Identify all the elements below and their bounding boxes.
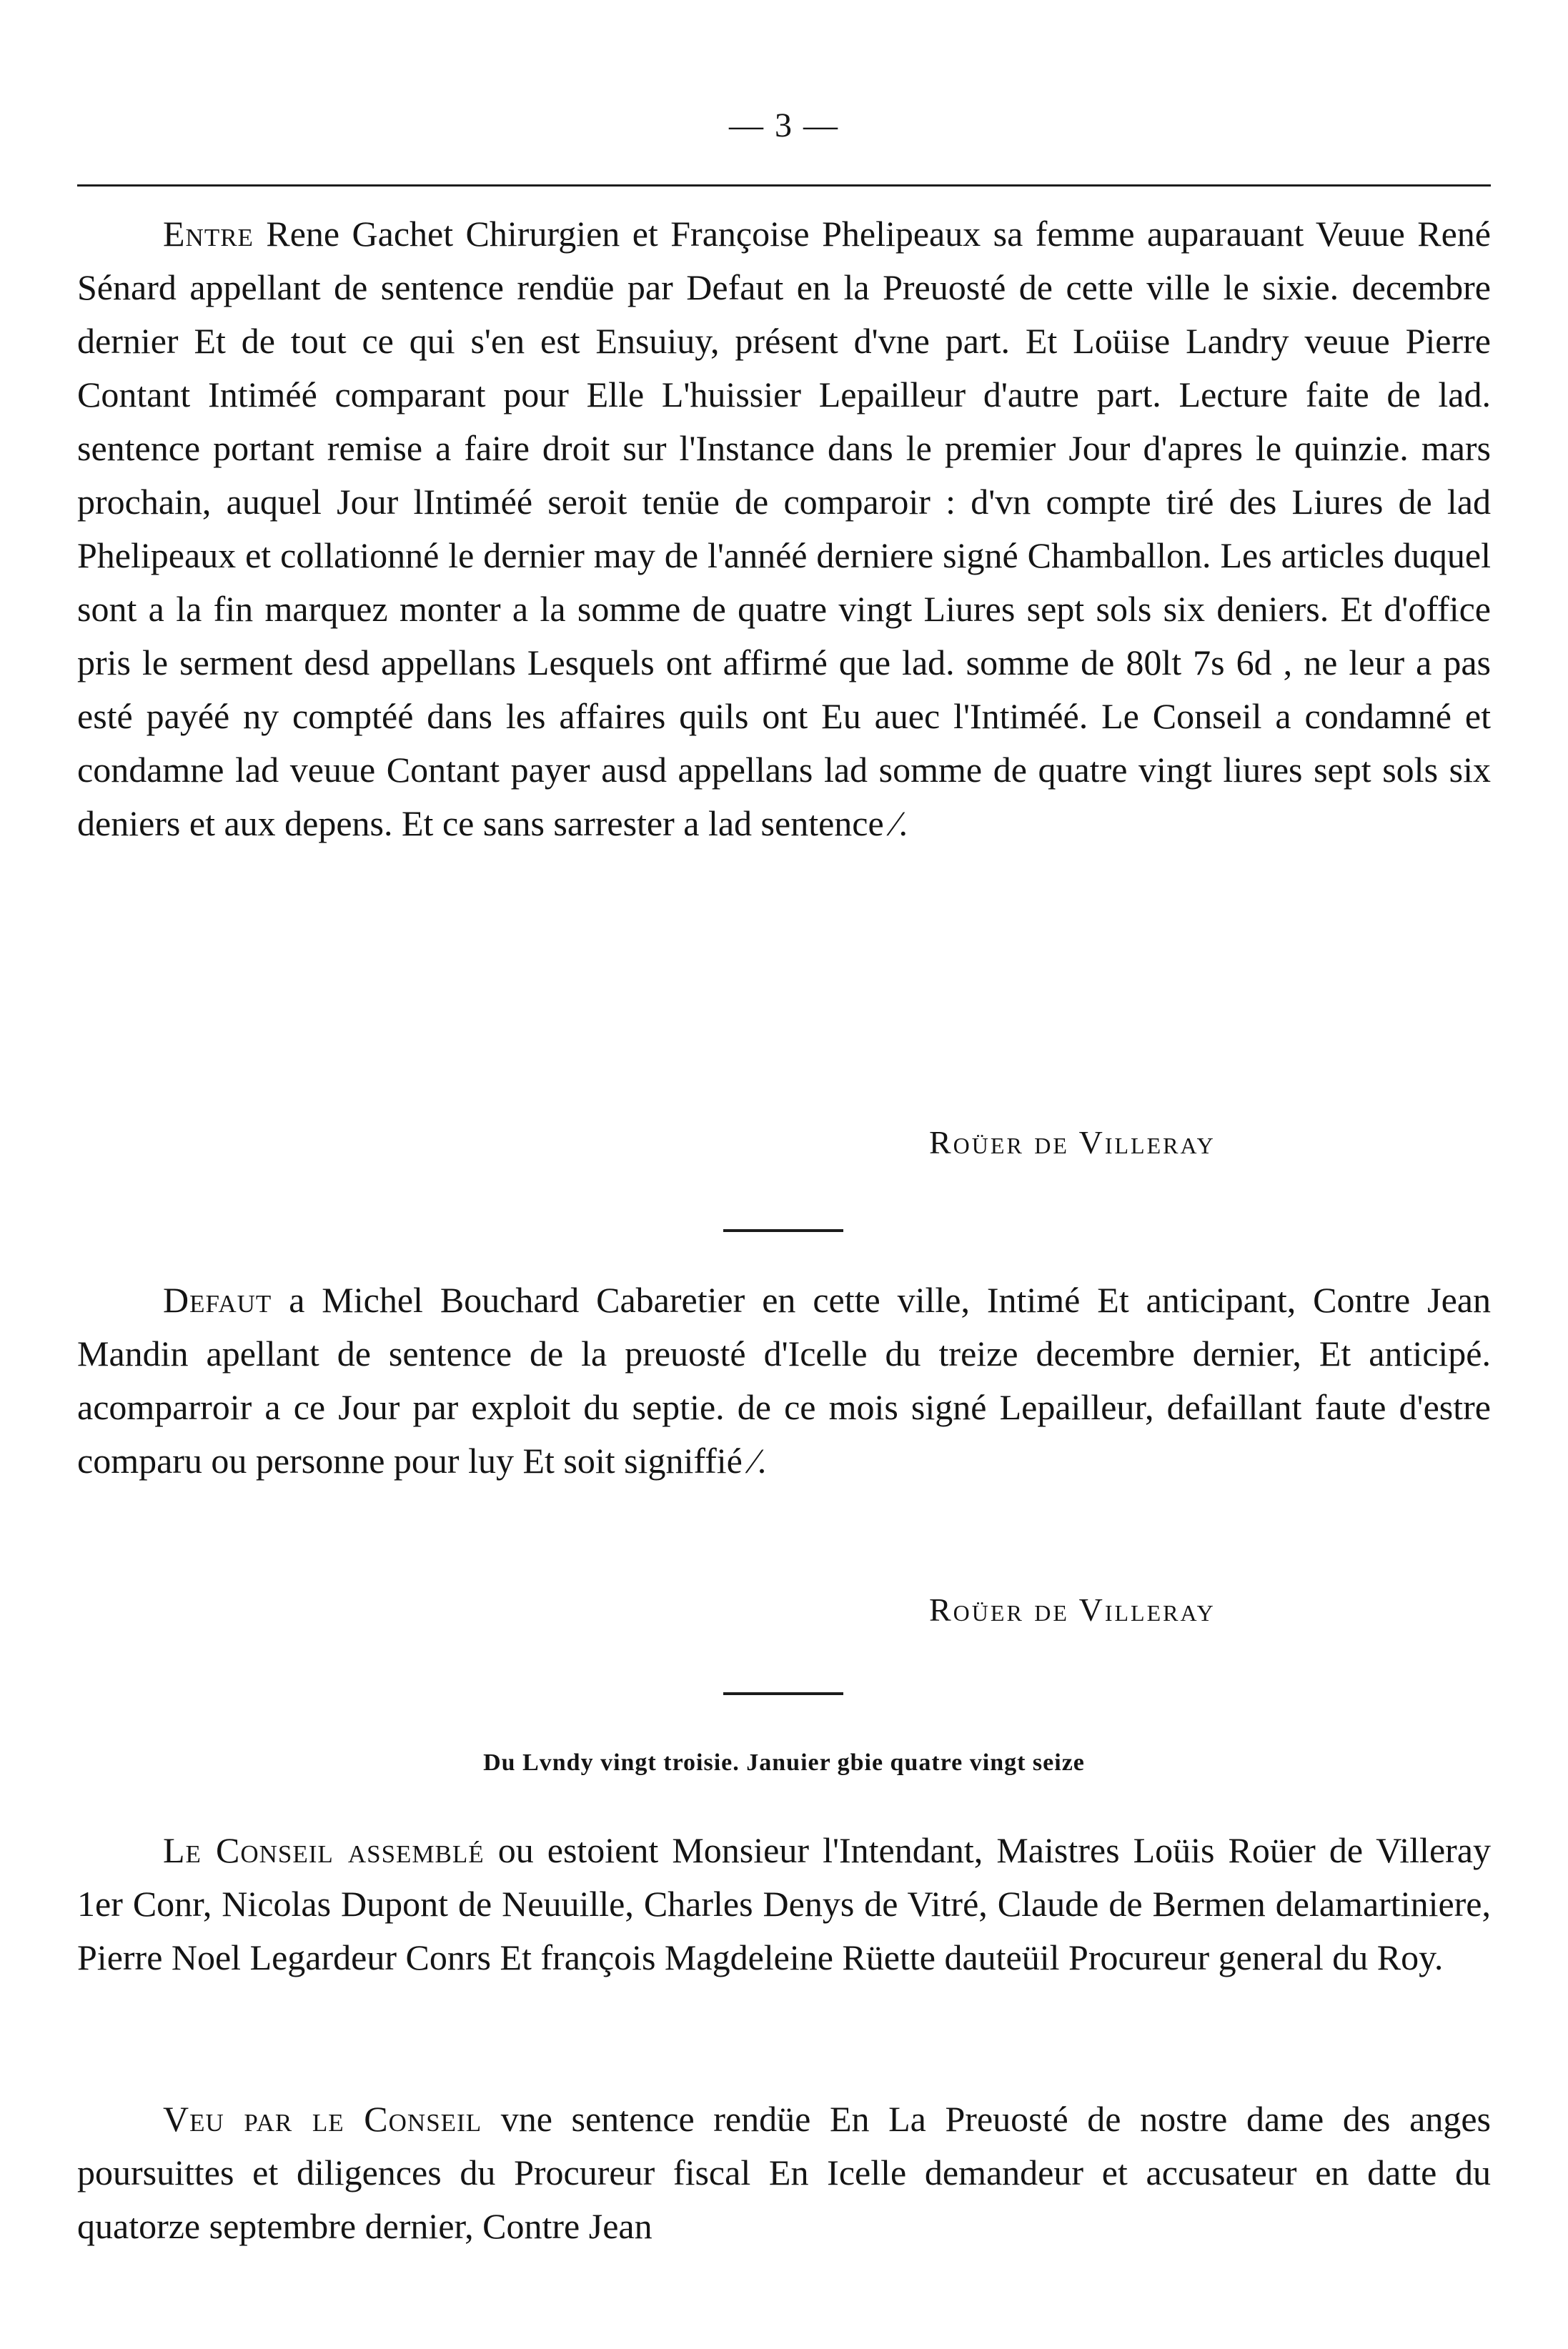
entry-conseil-assemble — [77, 1824, 1491, 1985]
entry-bouchard — [77, 1273, 1491, 1488]
entry-veu-lead: Veu par le Conseil — [163, 2099, 482, 2139]
entry-gachet — [77, 207, 1491, 850]
session-date-heading: Du Lvndy vingt troisie. Januier gbie quatre vingt seize — [483, 1749, 1085, 1776]
signature-2: Roüer de Villeray — [929, 1591, 1216, 1628]
entry-veu-par-le-conseil — [77, 2092, 1491, 2253]
entry-gachet-paragraph — [77, 207, 1491, 850]
entry-gachet-text: Rene Gachet Chirurgien et Françoise Phelipeaux sa femme auparauant Veuue René Sénard appellant de sentence rendüe par Defaut en la Preuosté de cette ville le sixie. decembre dernier Et de tout ce qui s'en est Ensuiuy, présent d'vne part. Et Loüise Landry veuue Pierre Contant Intiméé comparant pour Elle L'huissier Lepailleur d'autre part. Lecture faite de lad. sentence portant remise a faire droit sur l'Instance dans le premier Jour d'apres le quinzie. mars prochain, auquel Jour lIntiméé seroit tenüe de comparoir : d'vn compte tiré des Liures de lad Phelipeaux et collationné le dernier may de l'annéé derniere signé Chamballon. Les articles duquel sont a la fin marquez monter a la somme de quatre vingt Liures sept sols six deniers. Et d'office pris le serment desd appellans Lesquels ont affirmé que lad. somme de 80lt 7s 6d , ne leur a pas esté payéé ny comptéé dans les affaires quils ont Eu auec l'Intiméé. Le Conseil a condamné et condamne lad veuue Contant payer ausd appellans lad somme de quatre vingt liures sept sols six deniers et aux depens. Et ce sans sarrester a lad sentence ⁄. — [77, 214, 1491, 843]
entry-bouchard-lead: Defaut — [163, 1280, 272, 1320]
entry-conseil-assemble-text: ou estoient Monsieur l'Intendant, Maistres Loüis Roüer de Villeray 1er Conr, Nicolas Dupont de Neuuille, Charles Denys de Vitré, Claude de Bermen delamartiniere, Pierre Noel Legardeur Conrs Et françois Magdeleine Rüette dauteüil Procureur general du Roy. — [77, 1830, 1491, 1977]
entry-gachet-lead: Entre — [163, 214, 254, 254]
entry-conseil-assemble-paragraph — [77, 1824, 1491, 1985]
header-rule — [77, 184, 1491, 187]
separator-rule-2 — [723, 1692, 843, 1695]
entry-bouchard-paragraph — [77, 1273, 1491, 1488]
page-number: — 3 — — [729, 106, 839, 144]
entry-veu-text: vne sentence rendüe En La Preuosté de nostre dame des anges poursuittes et diligences du Procureur fiscal En Icelle demandeur et accusateur en datte du quatorze septembre dernier, Contre Jean — [77, 2099, 1491, 2246]
entry-bouchard-text: a Michel Bouchard Cabaretier en cette ville, Intimé Et anticipant, Contre Jean Mandin apellant de sentence de la preuosté d'Icelle du treize decembre dernier, Et anticipé. acomparroir a ce Jour par exploit du septie. de ce mois signé Lepailleur, defaillant faute d'estre comparu ou personne pour luy Et soit signiffié ⁄. — [77, 1280, 1491, 1481]
separator-rule-1 — [723, 1229, 843, 1232]
entry-veu-paragraph — [77, 2092, 1491, 2253]
signature-1: Roüer de Villeray — [929, 1124, 1216, 1161]
entry-conseil-assemble-lead: Le Conseil assemblé — [163, 1830, 485, 1870]
